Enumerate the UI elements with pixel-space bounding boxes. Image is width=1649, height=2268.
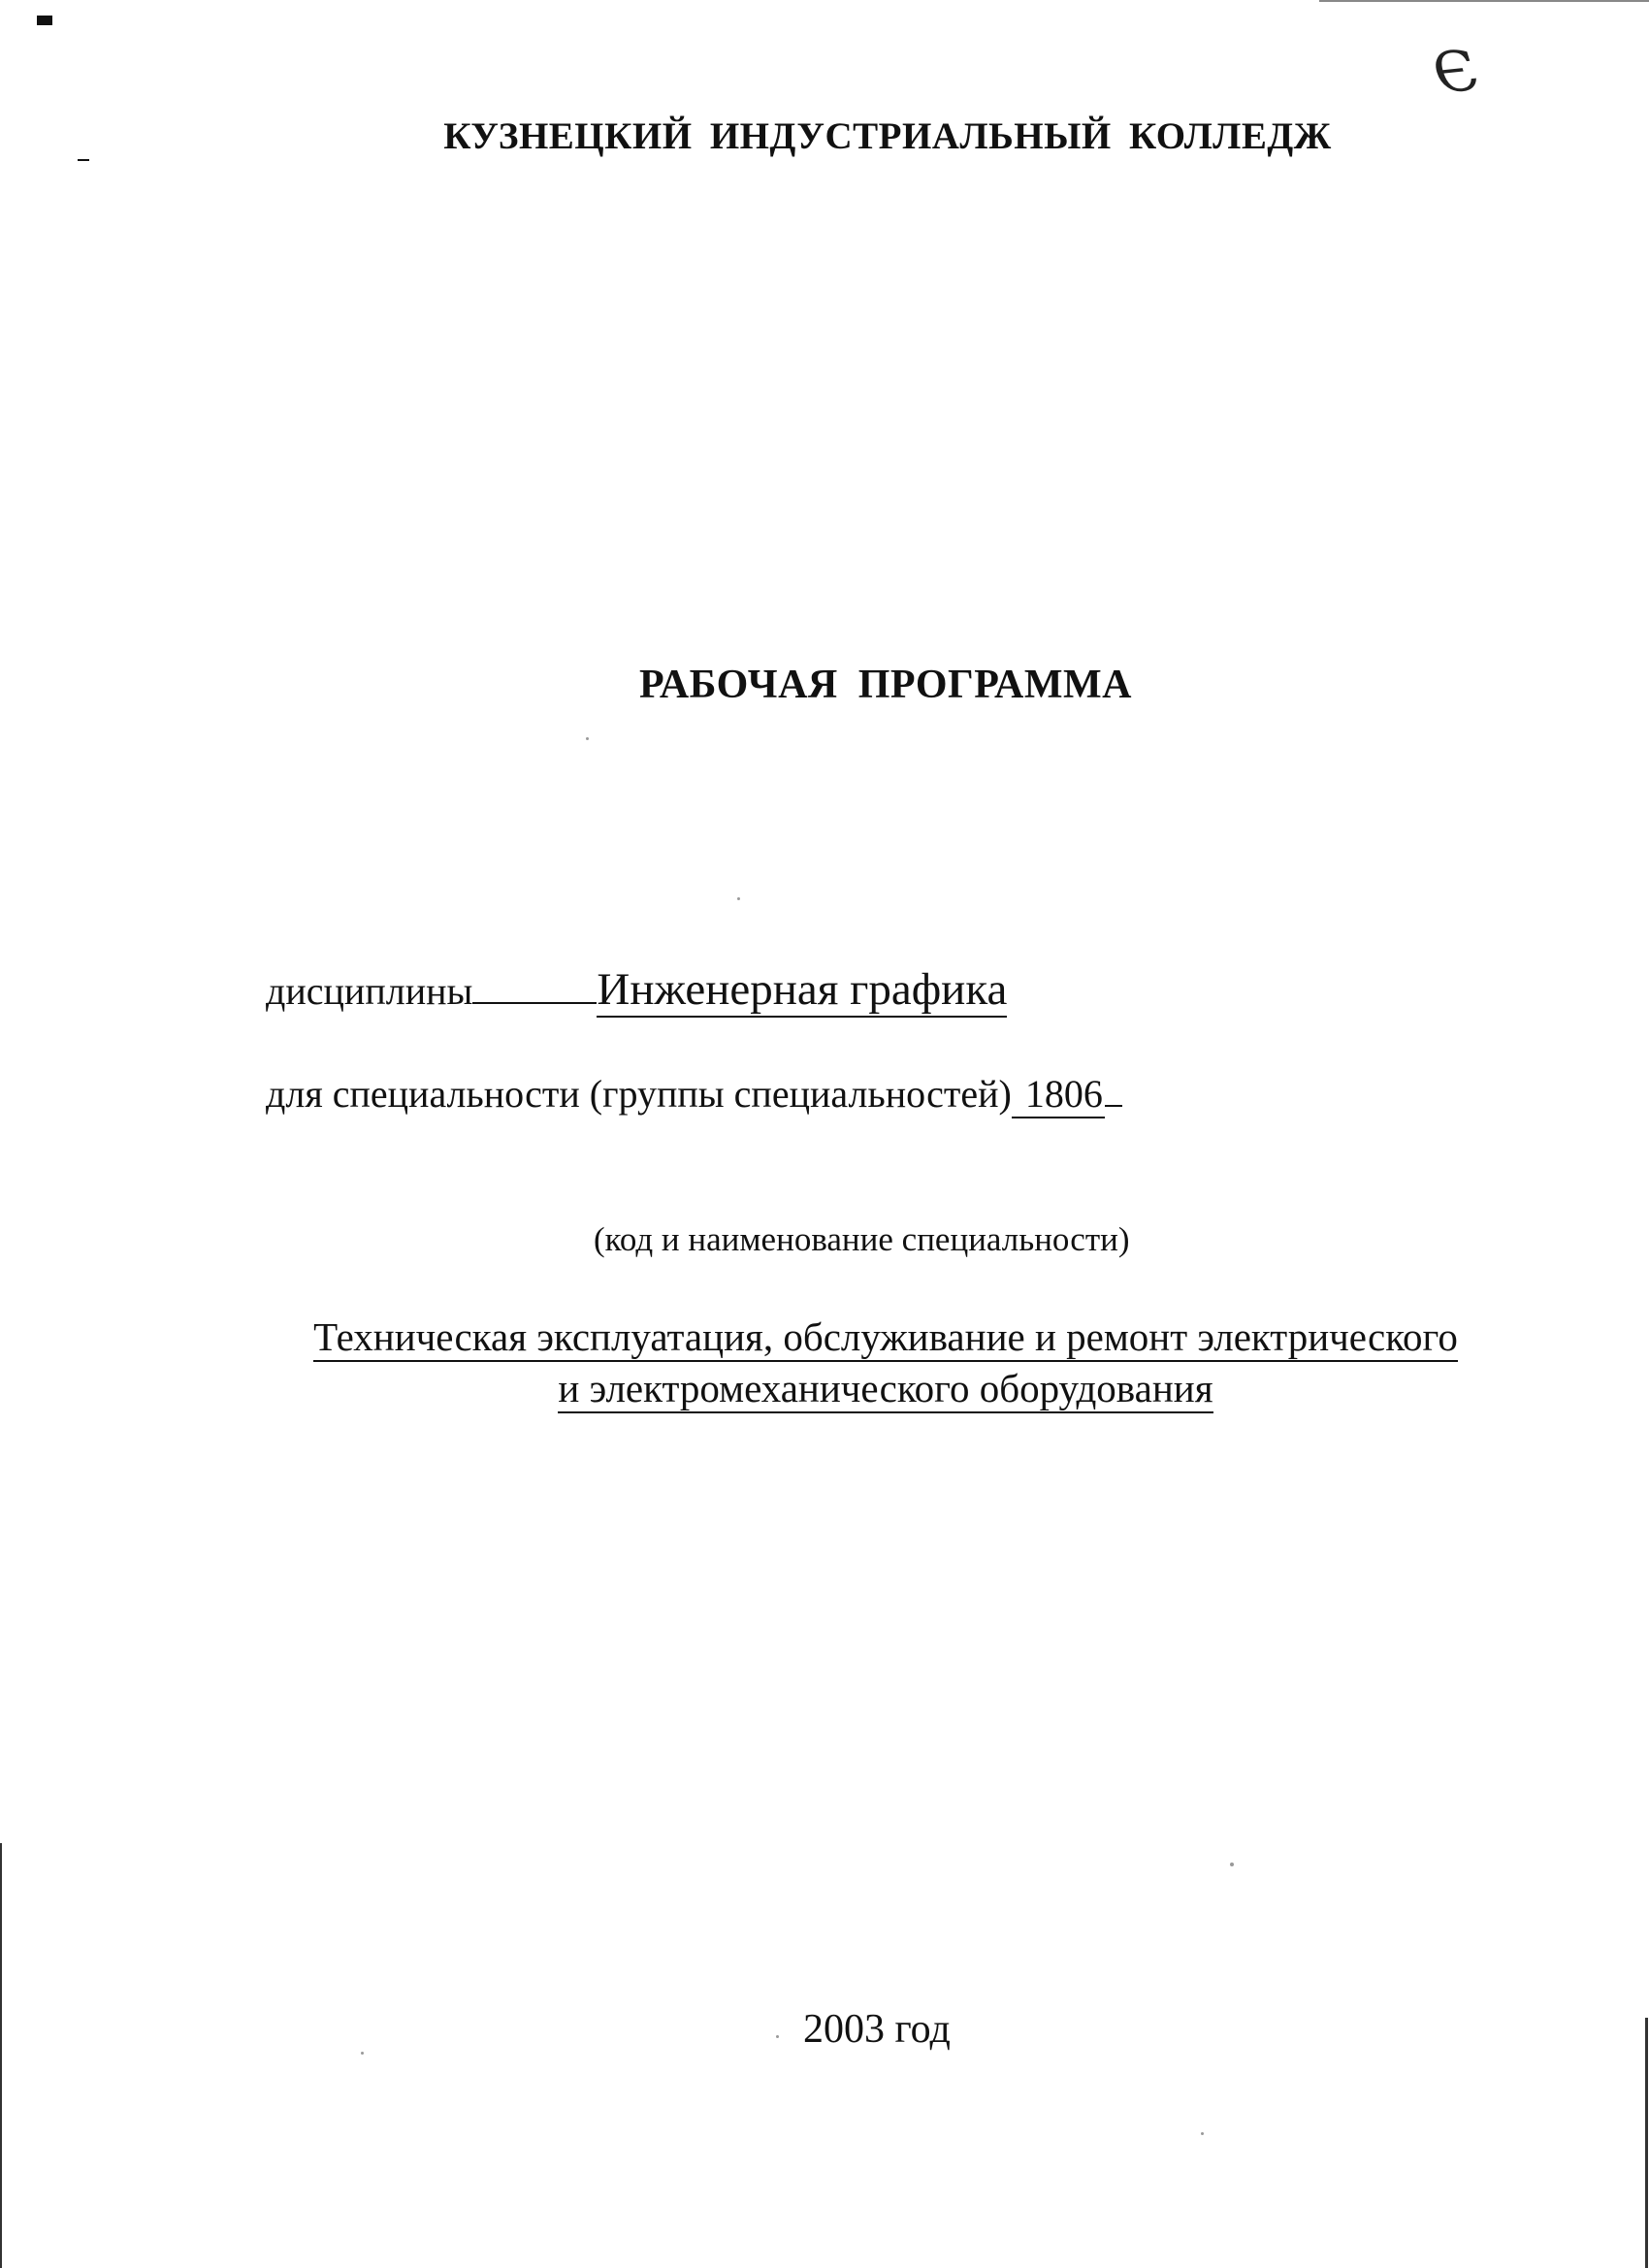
discipline-label: дисциплины bbox=[266, 969, 473, 1013]
specialty-name-line2: и электромеханического оборудования bbox=[558, 1366, 1212, 1413]
specialty-code-underline bbox=[1105, 1076, 1122, 1107]
specialty-label: для специальности (группы специальностей) bbox=[266, 1072, 1012, 1116]
specialty-name-line1: Техническая эксплуатация, обслуживание и ремонт электрического bbox=[313, 1314, 1458, 1362]
discipline-underline bbox=[472, 967, 597, 1004]
scan-speck bbox=[1201, 2132, 1204, 2135]
discipline-row bbox=[266, 963, 1007, 1016]
scan-speck bbox=[361, 2052, 364, 2055]
college-name: КУЗНЕЦКИЙ ИНДУСТРИАЛЬНЫЙ КОЛЛЕДЖ bbox=[443, 115, 1332, 157]
scan-mark-top-left bbox=[37, 16, 52, 25]
handwritten-mark: Э bbox=[1430, 36, 1480, 108]
scan-mark-left bbox=[78, 159, 89, 161]
document-title: РАБОЧАЯ ПРОГРАММА bbox=[639, 663, 1132, 707]
specialty-row bbox=[266, 1071, 1122, 1117]
scan-speck bbox=[1230, 1863, 1234, 1866]
scan-speck bbox=[586, 737, 589, 740]
scan-edge-left bbox=[0, 1843, 2, 2268]
discipline-value: Инженерная графика bbox=[597, 964, 1007, 1018]
specialty-name bbox=[0, 1312, 1649, 1414]
scan-speck bbox=[737, 897, 740, 900]
scan-edge-right bbox=[1645, 2018, 1648, 2268]
scan-speck bbox=[776, 2035, 779, 2038]
specialty-code: 1806 bbox=[1012, 1072, 1105, 1118]
specialty-hint: (код и наименование специальности) bbox=[594, 1220, 1130, 1258]
document-year: 2003 год bbox=[803, 2007, 951, 2052]
scan-edge-top bbox=[1319, 0, 1649, 2]
